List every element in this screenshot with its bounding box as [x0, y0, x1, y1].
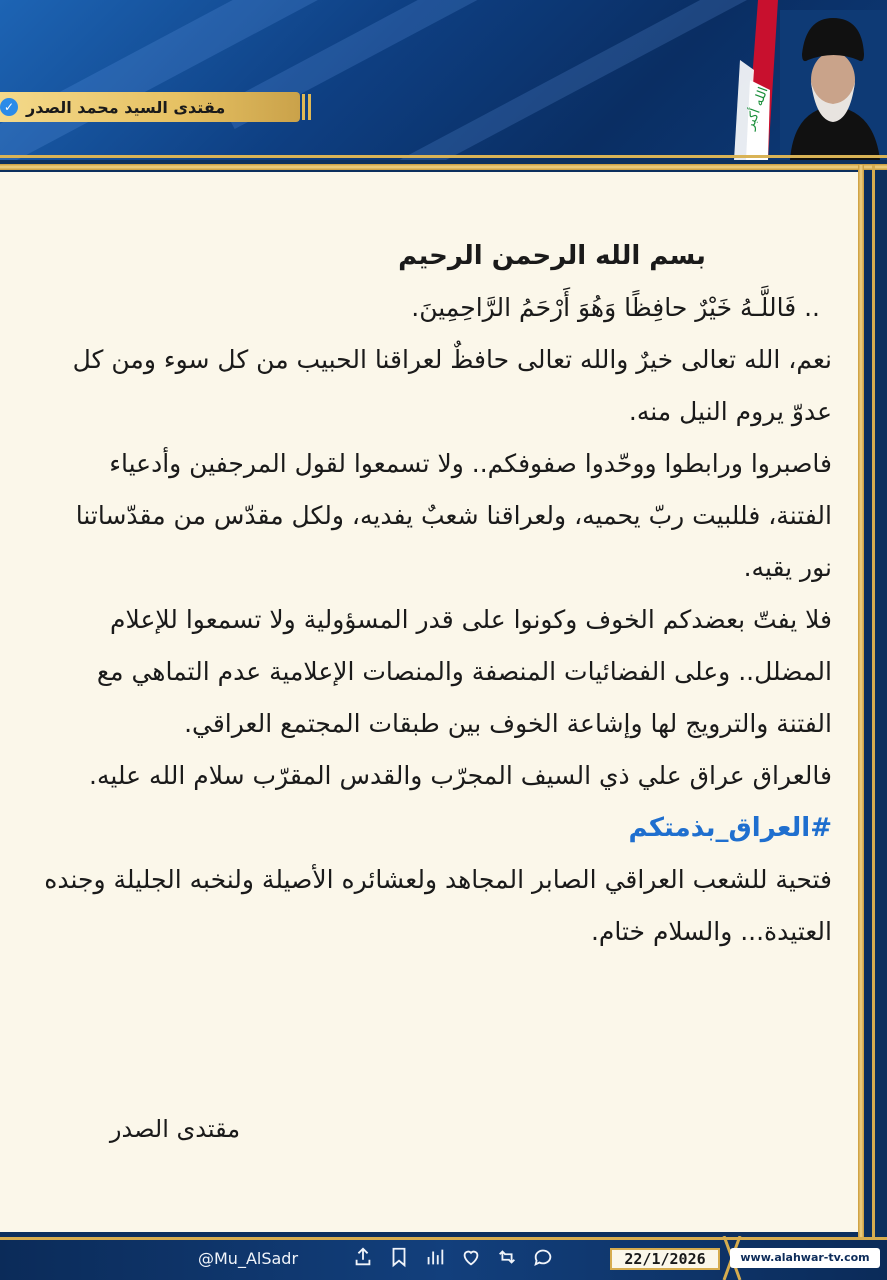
basmala-heading: بسم الله الرحمن الرحيم — [398, 241, 706, 271]
post-date: 22/1/2026 — [610, 1248, 720, 1270]
gold-frame-top — [0, 164, 887, 170]
gold-tick-marks — [300, 92, 314, 122]
action-icons — [352, 1246, 554, 1270]
flag-takbir-text: الله أكبر — [742, 85, 772, 132]
paragraph: فلا يفتّ بعضدكم الخوف وكونوا على قدر المسؤولية ولا تسمعوا للإعلام المضلل.. وعلى الفضائيات المنصفة والمنصات الإعلامية عدم التماهي مع الفتنة والترويج لها وإشاعة الخوف بين طبقات المجتمع العراقي. — [96, 605, 832, 738]
verified-badge-icon: ✓ — [0, 98, 18, 116]
website-watermark[interactable]: www.alahwar-tv.com — [730, 1248, 880, 1268]
share-icon[interactable] — [352, 1246, 374, 1268]
like-icon[interactable] — [460, 1246, 482, 1268]
reply-icon[interactable] — [532, 1246, 554, 1268]
gold-frame-right — [858, 165, 864, 1237]
closing-paragraph: فتحية للشعب العراقي الصابر المجاهد ولعشائره الأصيلة ولنخبه الجليلة وجنده العتيدة... والسلام ختام. — [44, 865, 832, 946]
views-icon[interactable] — [424, 1246, 446, 1268]
bookmark-icon[interactable] — [388, 1246, 410, 1268]
account-name-bar[interactable] — [0, 92, 300, 122]
paragraph: فالعراق عراق علي ذي السيف المجرّب والقدس المقرّب سلام الله عليه. — [89, 761, 832, 790]
footer-gold-line — [0, 1237, 887, 1240]
portrait-avatar — [780, 10, 887, 160]
gold-frame-right-thin — [872, 165, 875, 1237]
letter-body — [40, 230, 832, 958]
paragraph: فاصبروا ورابطوا ووحّدوا صفوفكم.. ولا تسمعوا لقول المرجفين وأدعياء الفتنة، فللبيت ربّ يحميه، ولعراقنا شعبٌ يفديه، ولكل مقدّس من مقدّساتنا نور يقيه. — [75, 449, 832, 582]
paragraph: نعم، الله تعالى خيرٌ والله تعالى حافظٌ لعراقنا الحبيب من كل سوء ومن كل عدوّ يروم النيل منه. — [72, 345, 832, 426]
retweet-icon[interactable] — [496, 1246, 518, 1268]
header-gold-line — [0, 155, 887, 158]
signature: مقتدى الصدر — [109, 1115, 241, 1143]
banner-light-streak — [399, 0, 780, 160]
account-handle[interactable]: @Mu_AlSadr — [198, 1249, 299, 1268]
quran-verse: .. فَاللَّـهُ خَيْرٌ حافِظًا وَهُوَ أَرْحَمُ الرَّاحِمِينَ. — [411, 293, 820, 322]
account-name: مقتدى السيد محمد الصدر — [26, 97, 226, 117]
hashtag-link[interactable]: #العراق_بذمتكم — [628, 813, 832, 843]
